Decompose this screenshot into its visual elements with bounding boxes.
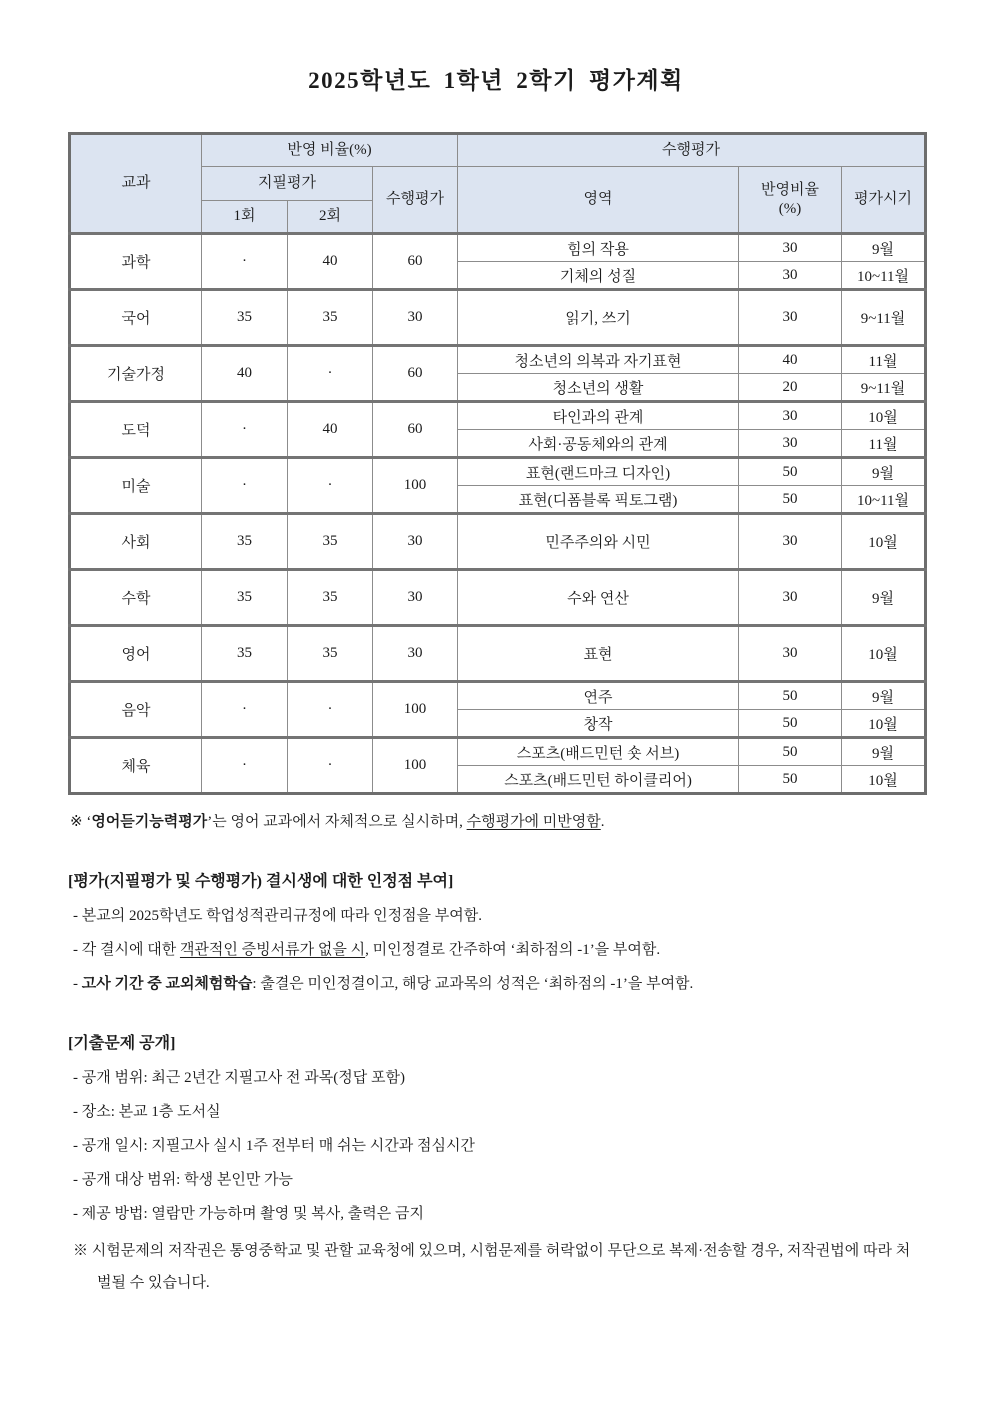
exam2-score-cell: 35: [288, 570, 373, 626]
performance-score-cell: 60: [373, 346, 458, 402]
performance-ratio-cell: 50: [739, 710, 842, 738]
performance-period-cell: 10월: [842, 710, 926, 738]
table-header: [70, 134, 926, 234]
bullet-text: : 출결은 미인정결이고, 해당 교과목의 성적은 ‘최하점의 -1’을 부여함.: [252, 976, 694, 992]
performance-area-cell: 표현: [458, 626, 739, 682]
header-subject: 교과: [70, 134, 202, 234]
note-text: ※ ‘: [70, 814, 92, 830]
performance-score-cell: 60: [373, 402, 458, 458]
performance-area-cell: 청소년의 생활: [458, 374, 739, 402]
performance-period-cell: 9~11월: [842, 374, 926, 402]
exam2-score-cell: 40: [288, 402, 373, 458]
bullet-text: -: [73, 976, 82, 992]
header-exam1: 1회: [202, 201, 288, 234]
exam2-score-cell: 35: [288, 290, 373, 346]
header-performance-ratio-line2: (%): [778, 200, 802, 217]
header-period: 평가시기: [842, 167, 926, 234]
exam2-score-cell: ·: [288, 458, 373, 514]
exam-release-section-heading: [기출문제 공개]: [68, 1035, 176, 1052]
subject-cell: 사회: [70, 514, 202, 570]
performance-score-cell: 30: [373, 290, 458, 346]
performance-area-cell: 스포츠(배드민턴 하이클리어): [458, 766, 739, 794]
performance-period-cell: 10월: [842, 514, 926, 570]
copyright-prefix: ※: [73, 1243, 92, 1259]
subject-cell: 음악: [70, 682, 202, 738]
performance-ratio-cell: 30: [739, 514, 842, 570]
subject-cell: 수학: [70, 570, 202, 626]
note-underlined-text: 수행평가에 미반영함: [466, 814, 601, 830]
exam1-score-cell: 35: [202, 290, 288, 346]
copyright-note: [73, 1236, 924, 1299]
performance-ratio-cell: 30: [739, 402, 842, 430]
performance-ratio-cell: 30: [739, 290, 842, 346]
release-item-target: - 공개 대상 범위: 학생 본인만 가능: [73, 1172, 294, 1188]
performance-ratio-cell: 30: [739, 262, 842, 290]
performance-ratio-cell: 50: [739, 486, 842, 514]
exam2-score-cell: ·: [288, 682, 373, 738]
performance-period-cell: 9월: [842, 682, 926, 710]
exam1-score-cell: 35: [202, 626, 288, 682]
exam1-score-cell: ·: [202, 402, 288, 458]
performance-score-cell: 30: [373, 626, 458, 682]
performance-ratio-cell: 30: [739, 570, 842, 626]
performance-area-cell: 타인과의 관계: [458, 402, 739, 430]
table-row: [70, 458, 926, 486]
performance-score-cell: 60: [373, 234, 458, 290]
performance-period-cell: 9월: [842, 570, 926, 626]
evaluation-plan-table: [68, 132, 927, 795]
performance-period-cell: 11월: [842, 346, 926, 374]
performance-area-cell: 사회·공동체와의 관계: [458, 430, 739, 458]
subject-cell: 기술가정: [70, 346, 202, 402]
note-text: .: [600, 814, 605, 830]
exam1-score-cell: 35: [202, 570, 288, 626]
table-row: [70, 234, 926, 262]
performance-area-cell: 창작: [458, 710, 739, 738]
exam1-score-cell: 35: [202, 514, 288, 570]
exam2-score-cell: 40: [288, 234, 373, 290]
header-exam2: 2회: [288, 201, 373, 234]
exam1-score-cell: ·: [202, 458, 288, 514]
subject-cell: 체육: [70, 738, 202, 794]
performance-area-cell: 읽기, 쓰기: [458, 290, 739, 346]
exam1-score-cell: ·: [202, 738, 288, 794]
exam1-score-cell: ·: [202, 234, 288, 290]
table-row: [70, 570, 926, 626]
performance-period-cell: 9월: [842, 738, 926, 766]
exam2-score-cell: 35: [288, 514, 373, 570]
copyright-text: 시험문제의 저작권은 통영중학교 및 관할 교육청에 있으며, 시험문제를 허락없이 무단으로 복제·전송할 경우, 저작권법에 따라 처벌될 수 있습니다.: [91, 1243, 911, 1291]
performance-ratio-cell: 50: [739, 458, 842, 486]
notes-section: [68, 810, 924, 1299]
performance-period-cell: 10월: [842, 402, 926, 430]
performance-score-cell: 100: [373, 738, 458, 794]
table-row: [70, 346, 926, 374]
table-row: [70, 402, 926, 430]
table-row: [70, 738, 926, 766]
exam1-score-cell: 40: [202, 346, 288, 402]
header-performance-ratio: [739, 167, 842, 234]
performance-period-cell: 11월: [842, 430, 926, 458]
header-written-exam: 지필평가: [202, 167, 373, 201]
subject-cell: 도덕: [70, 402, 202, 458]
release-item-method: - 제공 방법: 열람만 가능하며 촬영 및 복사, 출력은 금지: [73, 1206, 424, 1222]
header-performance: 수행평가: [373, 167, 458, 234]
performance-period-cell: 9월: [842, 234, 926, 262]
table-body: [70, 234, 926, 794]
subject-cell: 과학: [70, 234, 202, 290]
header-area: 영역: [458, 167, 739, 234]
performance-ratio-cell: 30: [739, 430, 842, 458]
header-ratio-group: 반영 비율(%): [202, 134, 458, 167]
absentee-item-3: [73, 972, 924, 993]
note-text: ’는 영어 교과에서 자체적으로 실시하며,: [207, 814, 467, 830]
performance-period-cell: 10월: [842, 766, 926, 794]
performance-area-cell: 청소년의 의복과 자기표현: [458, 346, 739, 374]
absentee-item-1: - 본교의 2025학년도 학업성적관리규정에 따라 인정점을 부여함.: [73, 908, 483, 924]
release-item-place: - 장소: 본교 1층 도서실: [73, 1104, 221, 1120]
release-item-time: - 공개 일시: 지필고사 실시 1주 전부터 매 쉬는 시간과 점심시간: [73, 1138, 475, 1154]
bullet-underlined-text: 객관적인 증빙서류가 없을 시: [179, 942, 366, 958]
performance-score-cell: 30: [373, 514, 458, 570]
performance-score-cell: 30: [373, 570, 458, 626]
performance-area-cell: 스포츠(배드민턴 숏 서브): [458, 738, 739, 766]
performance-ratio-cell: 30: [739, 234, 842, 262]
performance-ratio-cell: 30: [739, 626, 842, 682]
table-row: [70, 290, 926, 346]
table-row: [70, 514, 926, 570]
performance-ratio-cell: 20: [739, 374, 842, 402]
performance-area-cell: 민주주의와 시민: [458, 514, 739, 570]
exam2-score-cell: 35: [288, 626, 373, 682]
performance-score-cell: 100: [373, 682, 458, 738]
exam2-score-cell: ·: [288, 346, 373, 402]
table-row: [70, 626, 926, 682]
bullet-bold-text: 고사 기간 중 교외체험학습: [81, 976, 253, 992]
performance-area-cell: 기체의 성질: [458, 262, 739, 290]
subject-cell: 미술: [70, 458, 202, 514]
performance-ratio-cell: 50: [739, 738, 842, 766]
performance-period-cell: 10월: [842, 626, 926, 682]
table-row: [70, 682, 926, 710]
exam2-score-cell: ·: [288, 738, 373, 794]
exam1-score-cell: ·: [202, 682, 288, 738]
absentee-item-2: [73, 938, 924, 959]
bullet-text: , 미인정결로 간주하여 ‘최하점의 -1’을 부여함.: [365, 942, 661, 958]
performance-score-cell: 100: [373, 458, 458, 514]
performance-period-cell: 10~11월: [842, 262, 926, 290]
performance-ratio-cell: 50: [739, 682, 842, 710]
note-bold-text: 영어듣기능력평가: [91, 814, 208, 830]
performance-area-cell: 힘의 작용: [458, 234, 739, 262]
performance-ratio-cell: 40: [739, 346, 842, 374]
listening-test-note: [70, 810, 924, 831]
performance-area-cell: 표현(디폼블록 픽토그램): [458, 486, 739, 514]
release-item-scope: - 공개 범위: 최근 2년간 지필고사 전 과목(정답 포함): [73, 1070, 405, 1086]
performance-area-cell: 연주: [458, 682, 739, 710]
performance-period-cell: 10~11월: [842, 486, 926, 514]
performance-area-cell: 표현(랜드마크 디자인): [458, 458, 739, 486]
subject-cell: 영어: [70, 626, 202, 682]
performance-period-cell: 9월: [842, 458, 926, 486]
bullet-text: - 각 결시에 대한: [73, 942, 180, 958]
performance-period-cell: 9~11월: [842, 290, 926, 346]
absentee-section-heading: [평가(지필평가 및 수행평가) 결시생에 대한 인정점 부여]: [68, 873, 454, 890]
performance-ratio-cell: 50: [739, 766, 842, 794]
header-performance-ratio-line1: 반영비율: [761, 181, 819, 198]
header-performance-group: 수행평가: [458, 134, 926, 167]
subject-cell: 국어: [70, 290, 202, 346]
performance-area-cell: 수와 연산: [458, 570, 739, 626]
page-title: 2025학년도 1학년 2학기 평가계획: [308, 68, 684, 93]
